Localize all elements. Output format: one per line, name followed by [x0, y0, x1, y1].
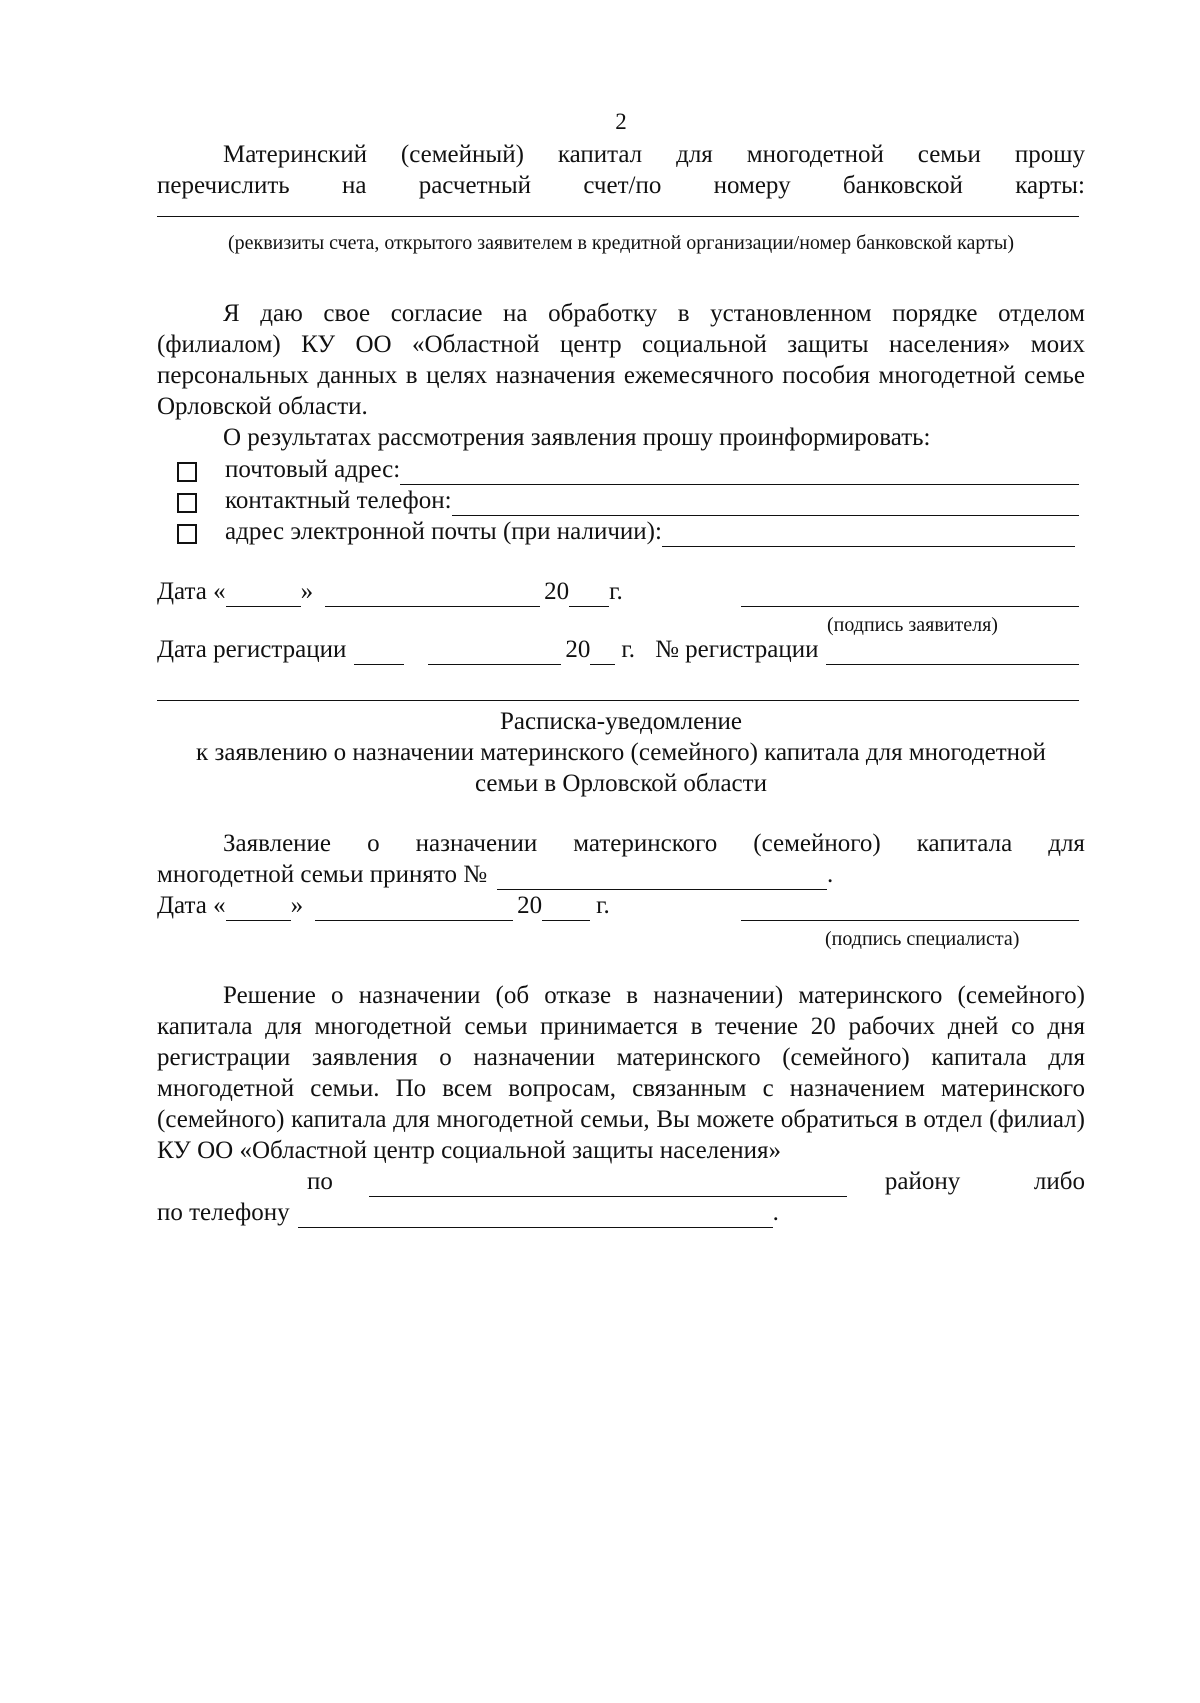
payment-line-2: перечислить на расчетный счет/по номеру банковской карты: — [157, 172, 1085, 199]
option-postal: почтовый адрес: — [157, 454, 1085, 485]
specialist-signature-label: (подпись специалиста) — [825, 928, 1020, 950]
applicant-signature-field[interactable] — [741, 584, 1079, 607]
accepted-number-field[interactable] — [497, 867, 827, 890]
date-day-field[interactable] — [226, 584, 301, 607]
option-phone: контактный телефон: — [157, 485, 1085, 516]
date-year-field[interactable] — [569, 584, 609, 607]
separator-line — [157, 700, 1079, 701]
date-month-field[interactable] — [325, 584, 540, 607]
receipt-subtitle-2: семьи в Орловской области — [475, 770, 767, 797]
reg-number-field[interactable] — [826, 640, 1079, 665]
registration-row: Дата регистрации 20 г. № регистрации — [157, 634, 1085, 665]
inform-intro: О результатах рассмотрения заявления прошу проинформировать: — [223, 424, 931, 451]
bank-details-field[interactable] — [157, 216, 1079, 217]
email-checkbox[interactable] — [177, 524, 197, 544]
reg-month-field[interactable] — [428, 642, 561, 665]
accepted-line-2: многодетной семьи принято № . — [157, 861, 834, 888]
applicant-signature-label: (подпись заявителя) — [827, 614, 998, 636]
receipt-month-field[interactable] — [315, 898, 513, 921]
phone-row: по телефону . — [157, 1199, 779, 1226]
bank-details-note: (реквизиты счета, открытого заявителем в кредитной организации/номер банковской карты) — [227, 232, 1015, 254]
district-row: по району либо — [307, 1168, 1085, 1195]
receipt-title: Расписка-уведомление — [499, 708, 743, 735]
postal-checkbox[interactable] — [177, 462, 197, 482]
specialist-signature-field[interactable] — [741, 898, 1079, 921]
postal-address-field[interactable] — [400, 460, 1079, 485]
phone-field[interactable] — [452, 491, 1079, 516]
reg-year-field[interactable] — [590, 642, 615, 665]
payment-line-1: Материнский (семейный) капитал для многодетной семьи прошу — [223, 141, 1085, 168]
phone-checkbox[interactable] — [177, 493, 197, 513]
email-field[interactable] — [662, 522, 1075, 547]
consent-paragraph: Я даю свое согласие на обработку в установленном порядке отделом (филиалом) КУ ОО «Областной центр социальной защиты населения» моих персональных данных в целях назначения ежемесячного пособия многодетной семье Орловской области. — [157, 300, 1085, 420]
option-email: адрес электронной почты (при наличии): — [157, 516, 1085, 547]
application-date-row: Дата « » 20 г. — [157, 576, 1085, 607]
accepted-line-1: Заявление о назначении материнского (семейного) капитала для — [223, 830, 1085, 857]
receipt-subtitle-1: к заявлению о назначении материнского (семейного) капитала для многодетной — [196, 739, 1046, 766]
receipt-date-row: Дата « » 20 г. — [157, 890, 1085, 921]
reg-day-field[interactable] — [354, 642, 404, 665]
contact-phone-field[interactable] — [298, 1205, 773, 1228]
decision-paragraph: Решение о назначении (об отказе в назначении) материнского (семейного) капитала для многодетной семьи принимается в течение 20 рабочих дней со дня регистрации заявления о назначении материнского (семейного) капитала для многодетной семьи. По всем вопросам, связанным с назначением материнского (семейного) капитала для многодетной семьи, Вы можете обратиться в отдел (филиал) КУ ОО «Областной центр социальной защиты населения» — [157, 982, 1085, 1164]
district-field[interactable] — [369, 1174, 847, 1197]
page-number: 2 — [615, 109, 627, 134]
receipt-day-field[interactable] — [226, 898, 291, 921]
receipt-year-field[interactable] — [542, 898, 590, 921]
